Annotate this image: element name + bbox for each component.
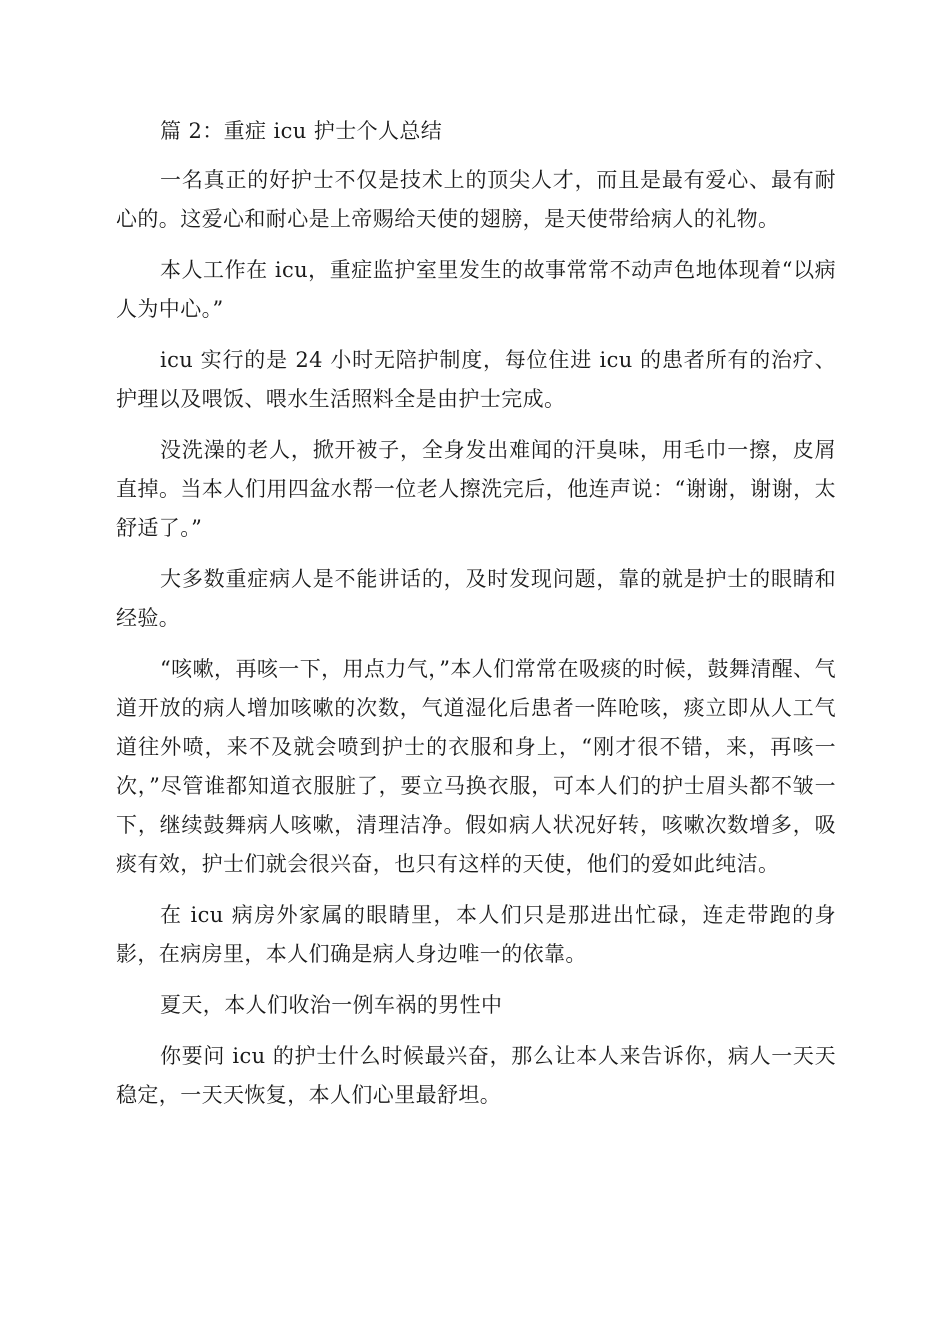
paragraph-9: 你要问 icu 的护士什么时候最兴奋，那么让本人来告诉你，病人一天天稳定，一天天恢复，本人们心里最舒坦。 xyxy=(116,1044,836,1107)
paragraph-4: 没洗澡的老人，掀开被子，全身发出难闻的汗臭味，用毛巾一擦，皮屑直掉。当本人们用四盆水帮一位老人擦洗完后，他连声说：“谢谢，谢谢，太舒适了。” xyxy=(116,438,836,540)
paragraph-7: 在 icu 病房外家属的眼睛里，本人们只是那进出忙碌，连走带跑的身影，在病房里，本人们确是病人身边唯一的依靠。 xyxy=(116,903,836,966)
paragraph-1: 一名真正的好护士不仅是技术上的顶尖人才，而且是最有爱心、最有耐心的。这爱心和耐心是上帝赐给天使的翅膀，是天使带给病人的礼物。 xyxy=(116,168,836,231)
paragraph-2: 本人工作在 icu，重症监护室里发生的故事常常不动声色地体现着“以病人为中心。” xyxy=(116,258,836,321)
paragraph-8: 夏天，本人们收治一例车祸的男性中 xyxy=(160,993,503,1017)
paragraph-3: icu 实行的是 24 小时无陪护制度，每位住进 icu 的患者所有的治疗、护理以及喂饭、喂水生活照料全是由护士完成。 xyxy=(116,348,836,411)
document-body xyxy=(116,112,836,1127)
document-title: 篇 2：重症 icu 护士个人总结 xyxy=(160,119,443,143)
paragraph-5: 大多数重症病人是不能讲话的，及时发现问题，靠的就是护士的眼睛和经验。 xyxy=(116,567,836,630)
paragraph-6: “咳嗽，再咳一下，用点力气，”本人们常常在吸痰的时候，鼓舞清醒、气道开放的病人增加咳嗽的次数，气道湿化后患者一阵呛咳，痰立即从人工气道往外喷，来不及就会喷到护士的衣服和身上，“刚才很不错，来，再咳一次，”尽管谁都知道衣服脏了，要立马换衣服，可本人们的护士眉头都不皱一下，继续鼓舞病人咳嗽，清理洁净。假如病人状况好转，咳嗽次数增多，吸痰有效，护士们就会很兴奋，也只有这样的天使，他们的爱如此纯洁。 xyxy=(116,657,836,876)
